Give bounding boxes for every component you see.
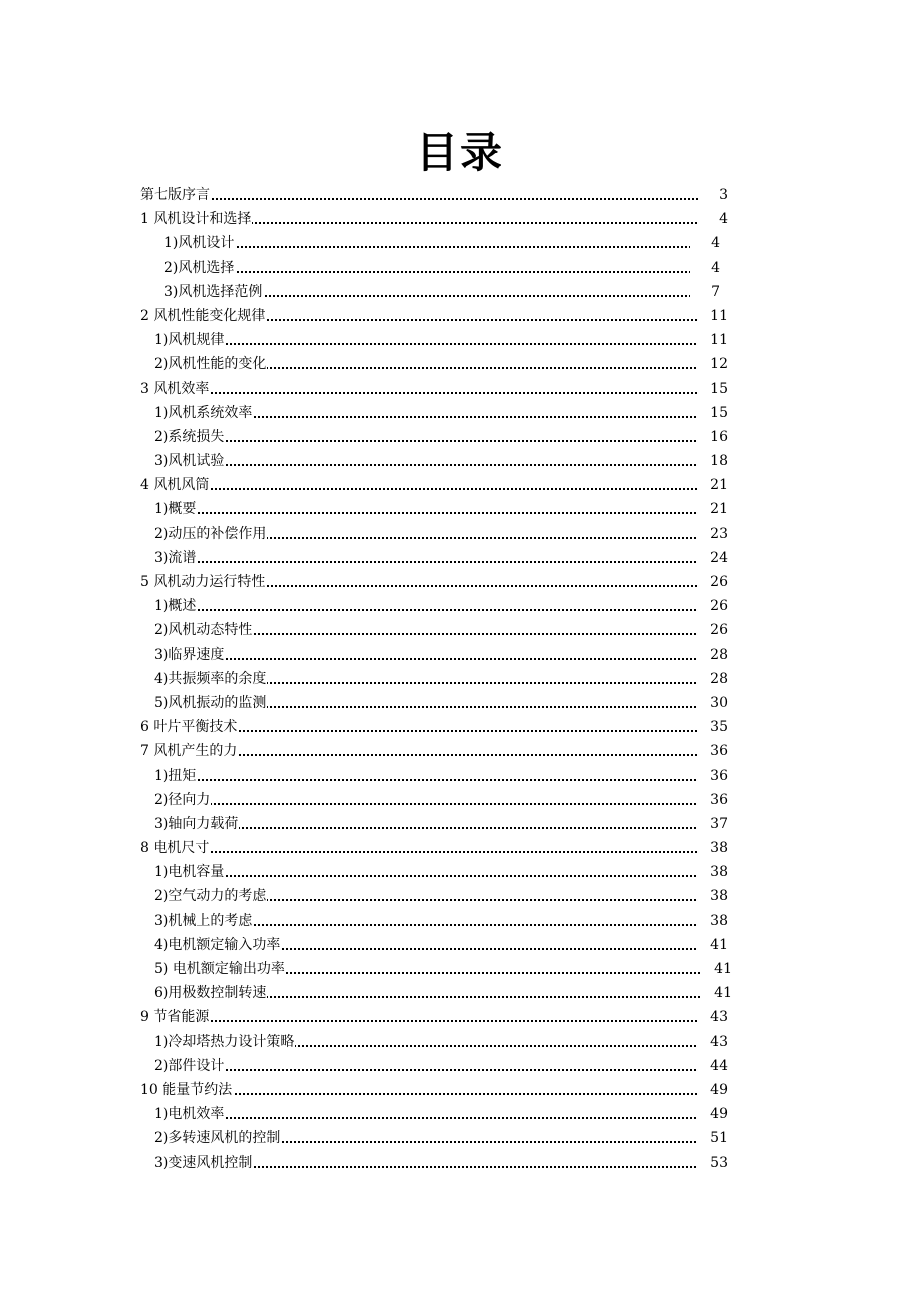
dot-leader <box>140 198 710 200</box>
toc-entry-label: 1)风机规律 <box>154 328 225 352</box>
dot-leader <box>140 488 704 490</box>
toc-entry-label: 3)风机选择范例 <box>164 280 263 304</box>
toc-entry[interactable] <box>140 425 740 449</box>
toc-entry-label: 6 叶片平衡技术 <box>140 715 238 739</box>
toc-entry-label: 9 节省能源 <box>140 1005 210 1029</box>
toc-entry[interactable] <box>140 1078 740 1102</box>
toc-entry[interactable] <box>140 618 740 642</box>
toc-entry[interactable] <box>140 328 740 352</box>
dot-leader <box>154 779 704 781</box>
toc-entry[interactable] <box>140 570 740 594</box>
toc-entry-label: 5)风机振动的监测 <box>154 691 267 715</box>
toc-entry-page-number: 7 <box>690 280 720 304</box>
toc-entry-page-number: 18 <box>698 449 728 473</box>
toc-entry-label: 4 风机风筒 <box>140 473 210 497</box>
toc-entry-page-number: 24 <box>698 546 728 570</box>
toc-entry-label: 2)风机选择 <box>164 256 235 280</box>
toc-entry-page-number: 35 <box>698 715 728 739</box>
dot-leader <box>154 609 704 611</box>
toc-entry-page-number: 38 <box>698 909 728 933</box>
toc-entry-page-number: 51 <box>698 1126 728 1150</box>
toc-entry-label: 2)多转速风机的控制 <box>154 1126 281 1150</box>
dot-leader <box>140 1020 704 1022</box>
toc-entry-page-number: 36 <box>698 788 728 812</box>
toc-entry-page-number: 36 <box>698 739 728 763</box>
toc-entry[interactable] <box>140 231 740 255</box>
toc-entry-label: 1)冷却塔热力设计策略 <box>154 1030 295 1054</box>
toc-entry-page-number: 41 <box>698 933 728 957</box>
toc-entry[interactable] <box>140 352 740 376</box>
toc-entry-label: 2)部件设计 <box>154 1054 225 1078</box>
toc-entry[interactable] <box>140 715 740 739</box>
dot-leader <box>154 464 704 466</box>
toc-entry-page-number: 28 <box>698 667 728 691</box>
dot-leader <box>154 561 704 563</box>
dot-leader <box>164 271 695 273</box>
toc-entry[interactable] <box>140 933 740 957</box>
toc-entry[interactable] <box>140 280 740 304</box>
toc-entry-label: 3)变速风机控制 <box>154 1151 253 1175</box>
toc-entry-label: 4)共振频率的余度 <box>154 667 267 691</box>
toc-entry[interactable] <box>140 304 740 328</box>
toc-entry-label: 2 风机性能变化规律 <box>140 304 266 328</box>
toc-entry-page-number: 41 <box>702 981 732 1005</box>
toc-entry[interactable] <box>140 667 740 691</box>
toc-entry-label: 7 风机产生的力 <box>140 739 238 763</box>
toc-entry-label: 1)概述 <box>154 594 197 618</box>
toc-entry-page-number: 3 <box>698 183 728 207</box>
dot-leader <box>154 1069 704 1071</box>
toc-entry[interactable] <box>140 1005 740 1029</box>
toc-entry-label: 1)风机系统效率 <box>154 401 253 425</box>
toc-entry-page-number: 36 <box>698 764 728 788</box>
toc-entry-page-number: 43 <box>698 1005 728 1029</box>
toc-entry-label: 1 风机设计和选择 <box>140 207 252 231</box>
toc-entry[interactable] <box>140 1102 740 1126</box>
toc-entry-label: 6)用极数控制转速 <box>154 981 267 1005</box>
toc-entry-label: 第七版序言 <box>140 183 211 207</box>
dot-leader <box>154 803 704 805</box>
toc-entry-label: 2)风机动态特性 <box>154 618 253 642</box>
dot-leader <box>154 875 704 877</box>
dot-leader <box>154 658 704 660</box>
toc-entry-page-number: 43 <box>698 1030 728 1054</box>
toc-entry-label: 5) 电机额定输出功率 <box>154 957 286 981</box>
toc-entry-page-number: 11 <box>698 304 728 328</box>
toc-entry-label: 1)电机效率 <box>154 1102 225 1126</box>
toc-entry-label: 5 风机动力运行特性 <box>140 570 266 594</box>
toc-entry-page-number: 26 <box>698 570 728 594</box>
toc-entry[interactable] <box>140 207 740 231</box>
toc-entry-page-number: 15 <box>698 401 728 425</box>
toc-entry-page-number: 49 <box>698 1078 728 1102</box>
toc-entry-label: 1)电机容量 <box>154 860 225 884</box>
page-title: 目录 <box>415 128 504 177</box>
toc-entry[interactable] <box>140 812 740 836</box>
toc-entry-page-number: 26 <box>698 618 728 642</box>
toc-entry[interactable] <box>140 643 740 667</box>
toc-entry[interactable] <box>140 739 740 763</box>
toc-entry-page-number: 41 <box>702 957 732 981</box>
toc-entry-label: 3)轴向力载荷 <box>154 812 239 836</box>
toc-entry[interactable] <box>140 788 740 812</box>
toc-entry-label: 2)径向力 <box>154 788 211 812</box>
toc-entry[interactable] <box>140 909 740 933</box>
toc-entry[interactable] <box>140 957 740 981</box>
toc-entry[interactable] <box>140 401 740 425</box>
dot-leader <box>164 246 695 248</box>
toc-entry-label: 2)空气动力的考虑 <box>154 884 267 908</box>
toc-entry[interactable] <box>140 691 740 715</box>
toc-entry-label: 1)风机设计 <box>164 231 235 255</box>
toc-entry[interactable] <box>140 981 740 1005</box>
toc-entry[interactable] <box>140 860 740 884</box>
toc-entry[interactable] <box>140 836 740 860</box>
toc-entry-label: 3)流谱 <box>154 546 197 570</box>
toc-entry-page-number: 53 <box>698 1151 728 1175</box>
toc-entry-label: 1)扭矩 <box>154 764 197 788</box>
toc-entry-label: 8 电机尺寸 <box>140 836 210 860</box>
toc-entry[interactable] <box>140 884 740 908</box>
toc-entry-page-number: 23 <box>698 522 728 546</box>
toc-entry-page-number: 30 <box>698 691 728 715</box>
toc-entry-label: 3)临界速度 <box>154 643 225 667</box>
toc-entry-label: 2)系统损失 <box>154 425 225 449</box>
toc-entry[interactable] <box>140 1054 740 1078</box>
toc-entry-page-number: 21 <box>698 473 728 497</box>
toc-entry-page-number: 38 <box>698 836 728 860</box>
toc-entry-page-number: 16 <box>698 425 728 449</box>
toc-entry[interactable] <box>140 183 740 207</box>
toc-entry-page-number: 38 <box>698 860 728 884</box>
toc-entry-label: 3 风机效率 <box>140 377 210 401</box>
toc-entry[interactable] <box>140 497 740 521</box>
toc-entry-label: 3)风机试验 <box>154 449 225 473</box>
toc-entry[interactable] <box>140 1151 740 1175</box>
toc-entry[interactable] <box>140 473 740 497</box>
toc-entry[interactable] <box>140 1030 740 1054</box>
toc-entry-page-number: 21 <box>698 497 728 521</box>
toc-entry-label: 3)机械上的考虑 <box>154 909 253 933</box>
toc-entry-page-number: 4 <box>698 207 728 231</box>
toc-entry[interactable] <box>140 256 740 280</box>
toc-entry-page-number: 44 <box>698 1054 728 1078</box>
toc-entry-page-number: 12 <box>698 352 728 376</box>
dot-leader <box>154 512 704 514</box>
toc-entry[interactable] <box>140 377 740 401</box>
dot-leader <box>154 343 704 345</box>
toc-entry-page-number: 28 <box>698 643 728 667</box>
dot-leader <box>140 392 704 394</box>
toc-entry[interactable] <box>140 764 740 788</box>
dot-leader <box>154 1117 704 1119</box>
toc-entry-page-number: 15 <box>698 377 728 401</box>
toc-entry-page-number: 38 <box>698 884 728 908</box>
toc-entry-label: 4)电机额定输入功率 <box>154 933 281 957</box>
toc-entry[interactable] <box>140 546 740 570</box>
toc-entry-label: 10 能量节约法 <box>140 1078 233 1102</box>
toc-entry-page-number: 49 <box>698 1102 728 1126</box>
toc-entry[interactable] <box>140 449 740 473</box>
toc-entry-label: 1)概要 <box>154 497 197 521</box>
toc-entry[interactable] <box>140 594 740 618</box>
toc-entry-page-number: 4 <box>690 231 720 255</box>
toc-entry-label: 2)风机性能的变化 <box>154 352 267 376</box>
toc-entry-page-number: 11 <box>698 328 728 352</box>
dot-leader <box>140 851 704 853</box>
toc-entry-page-number: 37 <box>698 812 728 836</box>
toc-entry-page-number: 26 <box>698 594 728 618</box>
toc-entry-page-number: 4 <box>690 256 720 280</box>
toc-entry[interactable] <box>140 1126 740 1150</box>
dot-leader <box>154 440 704 442</box>
toc-entry[interactable] <box>140 522 740 546</box>
toc-entry-label: 2)动压的补偿作用 <box>154 522 267 546</box>
table-of-contents <box>140 183 740 1175</box>
